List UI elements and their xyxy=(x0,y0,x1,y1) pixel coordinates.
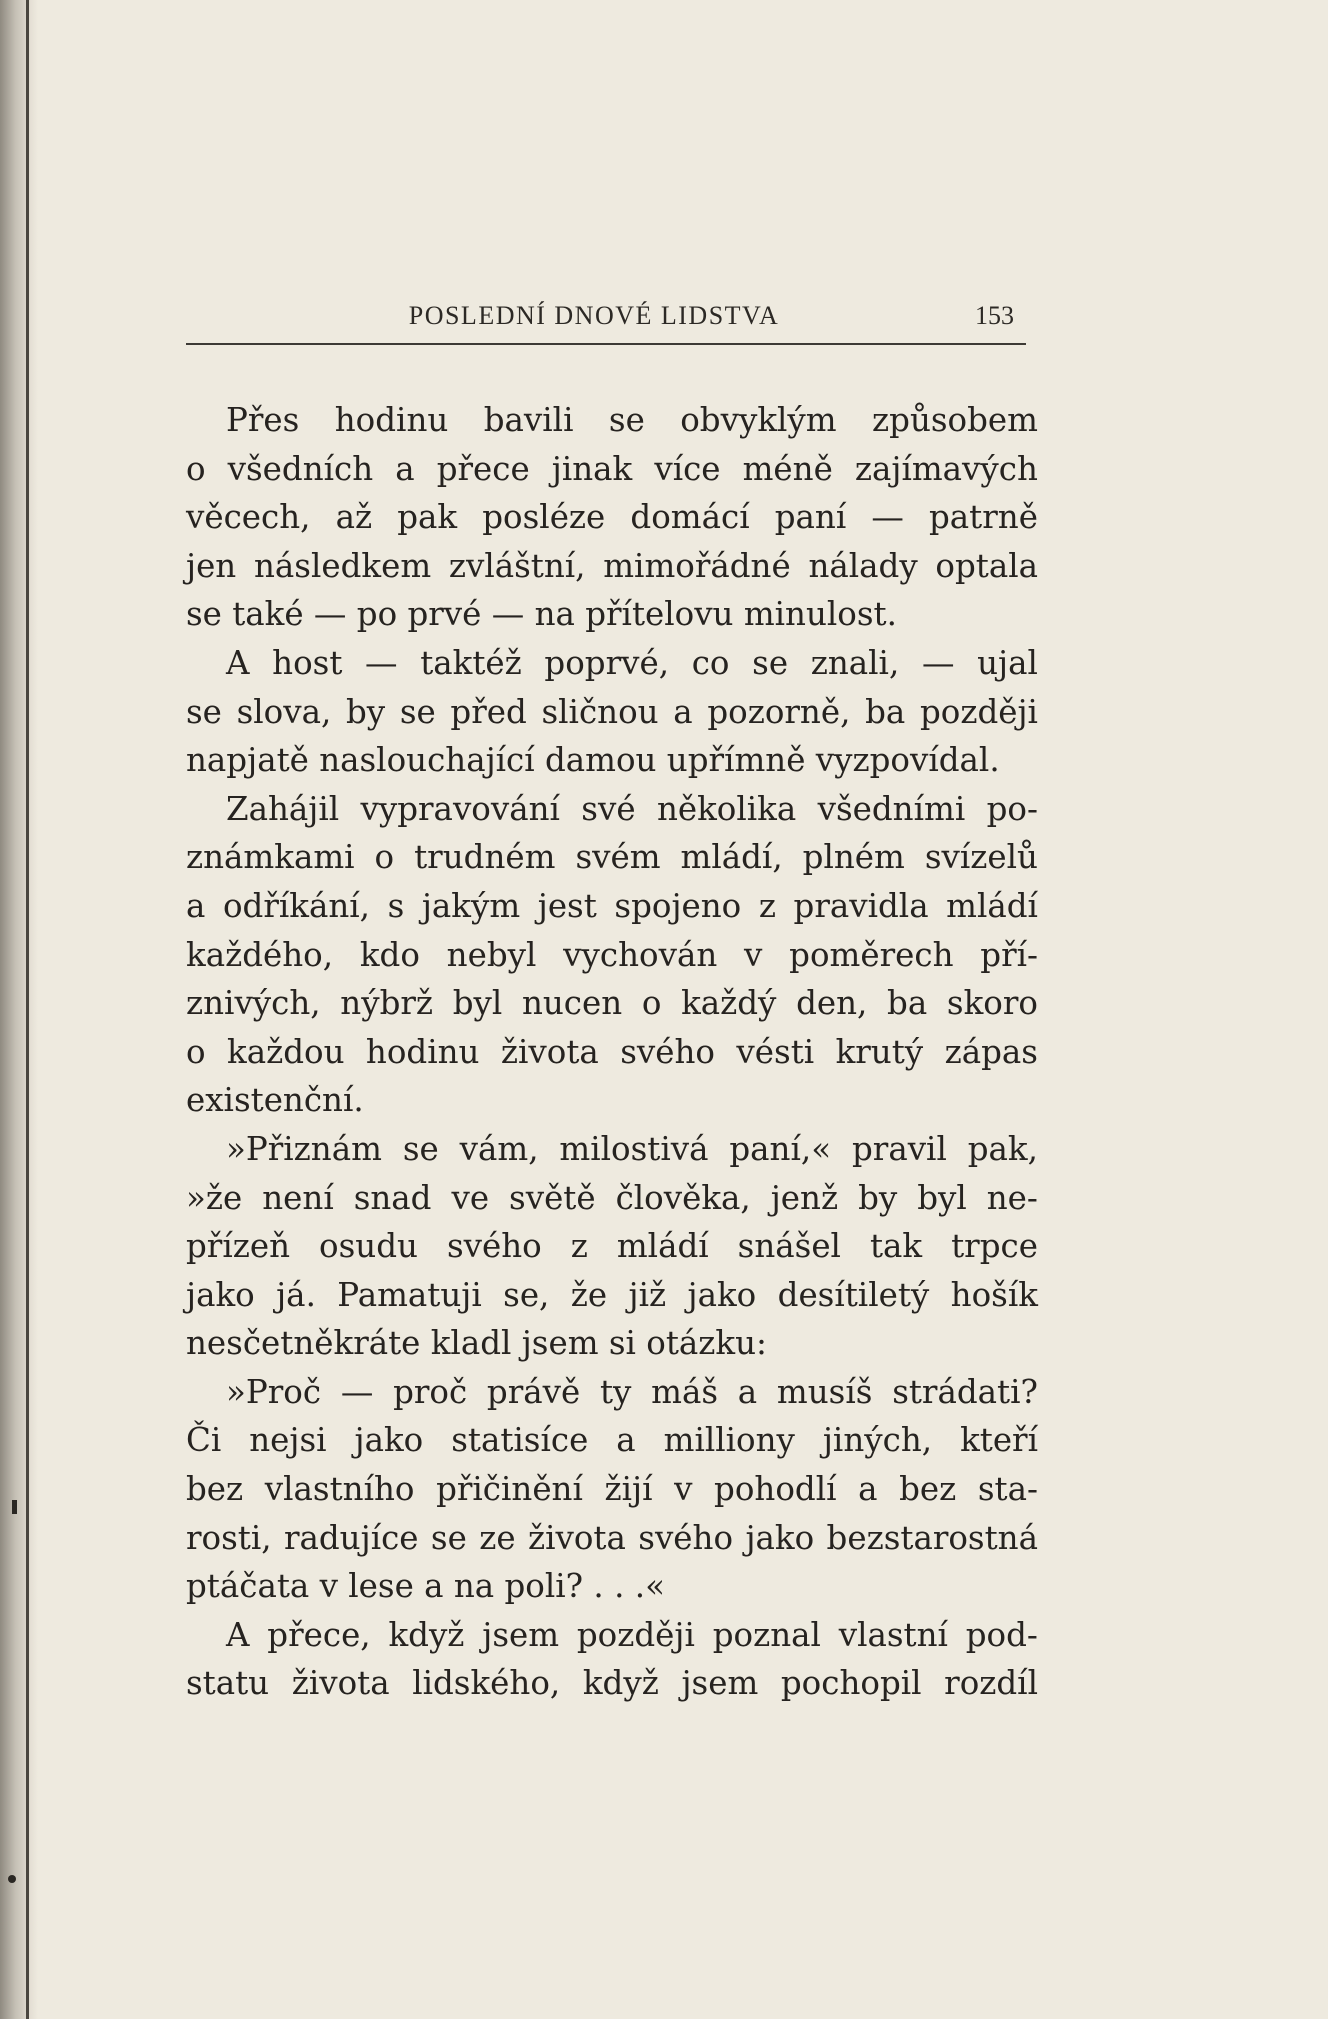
word: každý xyxy=(681,984,777,1023)
word: není xyxy=(262,1178,334,1217)
word: jako xyxy=(687,1275,757,1314)
word: vypravování xyxy=(360,789,560,828)
word: o xyxy=(641,984,662,1023)
word: pozorně, xyxy=(707,692,851,731)
word: když xyxy=(388,1615,465,1654)
word: života xyxy=(527,1518,626,1557)
word: z xyxy=(570,1227,588,1266)
running-title: POSLEDNÍ DNOVÉ LIDSTVA xyxy=(408,301,780,330)
word: pohodlí xyxy=(714,1470,837,1509)
text-line xyxy=(186,931,1038,980)
binding-shadow xyxy=(0,0,38,2019)
word: hodinu xyxy=(334,401,449,439)
word: — xyxy=(340,1372,374,1411)
word: den, xyxy=(796,984,868,1023)
word: bez xyxy=(186,1470,244,1509)
word: snad xyxy=(353,1178,432,1217)
word: milliony xyxy=(663,1421,795,1460)
word: poměrech xyxy=(789,935,954,974)
word: by xyxy=(858,1178,898,1217)
word: života xyxy=(291,1664,390,1703)
word: Zahájil xyxy=(226,789,340,828)
word: lidského, xyxy=(412,1664,561,1703)
word: radujíce xyxy=(283,1518,419,1557)
text-line xyxy=(186,639,1038,688)
word: »Proč xyxy=(226,1372,322,1411)
word: pod- xyxy=(965,1615,1038,1654)
word: znivých, xyxy=(186,984,321,1023)
text-line xyxy=(186,1368,1038,1417)
word: ba xyxy=(887,984,928,1023)
word: se xyxy=(430,1518,467,1557)
word: ty xyxy=(599,1372,632,1411)
word: přízeň xyxy=(186,1227,291,1266)
word: pak xyxy=(397,498,458,537)
word: jsem xyxy=(482,1615,560,1654)
word: vlastní xyxy=(838,1615,948,1654)
word: v xyxy=(674,1470,693,1509)
word: zvláštní, xyxy=(448,546,586,585)
word: více xyxy=(654,449,721,488)
word: statu xyxy=(186,1664,270,1703)
word: jinak xyxy=(551,449,633,488)
text-line: ptáčata v lese a na poli? . . .« xyxy=(186,1567,665,1606)
word: po- xyxy=(986,789,1038,828)
word: paní xyxy=(774,498,847,537)
word: právě xyxy=(486,1372,581,1411)
word: pochopil xyxy=(780,1664,922,1703)
word: svého xyxy=(446,1227,542,1266)
word: byl xyxy=(917,1178,967,1217)
word: známkami xyxy=(186,838,355,877)
word: a xyxy=(616,1421,636,1460)
text-line xyxy=(186,1222,1038,1271)
word: A xyxy=(226,643,250,682)
word: sličnou xyxy=(541,692,659,731)
word: hodinu xyxy=(365,1032,480,1071)
word: věcech, xyxy=(186,498,311,537)
text-line xyxy=(186,1514,1038,1563)
word: každou xyxy=(227,1032,345,1071)
word: jenž xyxy=(770,1178,839,1217)
word: přece xyxy=(436,449,530,488)
word: přičinění xyxy=(436,1470,583,1509)
word: skoro xyxy=(946,984,1038,1023)
word: života xyxy=(500,1032,599,1071)
word: jen xyxy=(186,546,237,585)
word: svého xyxy=(620,1032,715,1071)
word: ne- xyxy=(986,1178,1038,1217)
word: osudu xyxy=(319,1227,418,1266)
word: domácí xyxy=(630,498,750,537)
word: své xyxy=(581,789,636,828)
text-line xyxy=(186,1465,1038,1514)
word: zajímavých xyxy=(854,449,1038,488)
body-text xyxy=(186,396,1038,1708)
word: kdo xyxy=(359,935,420,974)
word: každého, xyxy=(186,935,334,974)
word: mimořádné xyxy=(603,546,791,585)
word: krutý xyxy=(835,1032,924,1071)
word: host xyxy=(272,643,343,682)
word: poprvé, xyxy=(544,643,670,682)
word: plném xyxy=(802,838,905,877)
word: žijí xyxy=(604,1470,653,1509)
word: jako xyxy=(745,1518,815,1557)
word: máš xyxy=(651,1372,719,1411)
word: bezstarostná xyxy=(826,1518,1038,1557)
text-line xyxy=(186,688,1038,737)
word: se, xyxy=(503,1275,550,1314)
text-line xyxy=(186,1028,1038,1077)
word: způsobem xyxy=(872,401,1038,439)
word: ba xyxy=(865,692,906,731)
word: mládí xyxy=(616,1227,709,1266)
header-rule xyxy=(186,343,1026,345)
word: nucen xyxy=(521,984,623,1023)
word: jest xyxy=(537,886,597,925)
word: vésti xyxy=(736,1032,815,1071)
text-line xyxy=(186,1271,1038,1320)
word: já. xyxy=(276,1275,316,1314)
word: kteří xyxy=(960,1421,1038,1460)
word: světě xyxy=(509,1178,596,1217)
word: se xyxy=(399,692,436,731)
word: a xyxy=(673,692,693,731)
text-line xyxy=(186,1125,1038,1174)
word: obvyklým xyxy=(680,401,837,439)
word: — xyxy=(871,498,904,537)
word: rosti, xyxy=(186,1518,272,1557)
word: později xyxy=(919,692,1038,731)
word: člověka, xyxy=(615,1178,751,1217)
word: spojeno xyxy=(614,886,742,925)
word: vychován xyxy=(563,935,718,974)
word: později xyxy=(576,1615,695,1654)
word: pak, xyxy=(967,1129,1038,1168)
edge-mark xyxy=(12,1500,17,1514)
page-number: 153 xyxy=(975,301,1014,330)
word: — xyxy=(921,643,955,682)
word: Pamatuji xyxy=(337,1275,482,1314)
word: svého xyxy=(638,1518,734,1557)
text-line xyxy=(186,785,1038,834)
word: taktéž xyxy=(420,643,522,682)
text-line xyxy=(186,396,1038,445)
word: již xyxy=(628,1275,667,1314)
word: pravil xyxy=(851,1129,947,1168)
word: o xyxy=(186,449,206,488)
word: posléze xyxy=(482,498,606,537)
word: nálady xyxy=(808,546,918,585)
word: rozdíl xyxy=(944,1664,1038,1703)
text-line xyxy=(186,1611,1038,1660)
word: — xyxy=(365,643,398,682)
text-line xyxy=(186,493,1038,542)
word: optala xyxy=(935,546,1038,585)
word: slova, xyxy=(236,692,332,731)
word: nejsi xyxy=(249,1421,327,1460)
word: »Přiznám xyxy=(226,1129,382,1168)
word: bavili xyxy=(483,401,574,439)
word: »že xyxy=(186,1178,243,1217)
edge-mark xyxy=(8,1875,16,1883)
word: se xyxy=(752,643,789,682)
word: byl xyxy=(452,984,503,1023)
word: a xyxy=(858,1470,878,1509)
text-line xyxy=(186,1416,1038,1465)
word: trudném xyxy=(414,838,556,877)
word: jako xyxy=(186,1275,255,1314)
word: následkem xyxy=(253,546,432,585)
text-line xyxy=(186,979,1038,1028)
page-header xyxy=(186,301,1024,341)
word: několika xyxy=(656,789,797,828)
word: co xyxy=(691,643,730,682)
word: méně xyxy=(742,449,833,488)
word: se xyxy=(402,1129,439,1168)
word: Přes xyxy=(226,401,300,439)
word: strádati? xyxy=(892,1372,1038,1411)
word: bez xyxy=(899,1470,957,1509)
text-line xyxy=(186,833,1038,882)
word: trpce xyxy=(951,1227,1038,1266)
word: poznal xyxy=(712,1615,821,1654)
word: statisíce xyxy=(451,1421,589,1460)
word: se xyxy=(186,692,222,731)
text-line xyxy=(186,1174,1038,1223)
word: desítiletý xyxy=(777,1275,930,1314)
word: proč xyxy=(393,1372,468,1411)
word: o xyxy=(186,1032,206,1071)
word: se xyxy=(608,401,645,439)
word: jakým xyxy=(421,886,521,925)
word: snášel xyxy=(737,1227,841,1266)
word: všedních xyxy=(227,449,374,488)
text-line: nesčetněkráte kladl jsem si otázku: xyxy=(186,1324,767,1363)
word: a xyxy=(395,449,415,488)
word: hošík xyxy=(950,1275,1038,1314)
word: tak xyxy=(869,1227,923,1266)
text-line: existenční. xyxy=(186,1081,364,1120)
word: musíš xyxy=(776,1372,873,1411)
text-line xyxy=(186,445,1038,494)
word: pří- xyxy=(980,935,1038,974)
word: vlastního xyxy=(264,1470,415,1509)
text-line xyxy=(186,542,1038,591)
text-line xyxy=(186,1659,1038,1708)
word: zápas xyxy=(944,1032,1038,1071)
word: paní,« xyxy=(729,1129,832,1168)
word: v xyxy=(744,935,763,974)
word: ze xyxy=(479,1518,516,1557)
word: Či xyxy=(186,1421,222,1460)
text-line xyxy=(186,882,1038,931)
word: ujal xyxy=(977,643,1038,682)
text-line: napjatě naslouchající damou upřímně vyzpovídal. xyxy=(186,741,1000,780)
word: sta- xyxy=(977,1470,1038,1509)
word: když xyxy=(582,1664,659,1703)
word: A xyxy=(226,1615,250,1654)
word: že xyxy=(570,1275,608,1314)
word: před xyxy=(450,692,527,731)
word: by xyxy=(345,692,386,731)
word: svízelů xyxy=(924,838,1038,877)
word: nýbrž xyxy=(340,984,434,1023)
word: mládí, xyxy=(680,838,783,877)
word: patrně xyxy=(928,498,1038,537)
word: mládí xyxy=(946,886,1038,925)
word: pravidla xyxy=(793,886,929,925)
word: znali, xyxy=(810,643,900,682)
word: odříkání, xyxy=(222,886,370,925)
word: jiných, xyxy=(822,1421,933,1460)
word: přece, xyxy=(267,1615,371,1654)
word: jsem xyxy=(681,1664,759,1703)
word: milostivá xyxy=(559,1129,709,1168)
word: nebyl xyxy=(446,935,537,974)
word: o xyxy=(374,838,395,877)
word: ve xyxy=(451,1178,490,1217)
binding-edge xyxy=(26,0,29,2019)
word: vám, xyxy=(459,1129,539,1168)
text-line: se také — po prvé — na přítelovu minulost. xyxy=(186,595,897,634)
word: svém xyxy=(575,838,661,877)
word: až xyxy=(335,498,373,537)
word: všedními xyxy=(817,789,966,828)
word: z xyxy=(758,886,776,925)
word: jako xyxy=(354,1421,424,1460)
word: a xyxy=(737,1372,758,1411)
word: s xyxy=(387,886,405,925)
word: a xyxy=(186,886,206,925)
